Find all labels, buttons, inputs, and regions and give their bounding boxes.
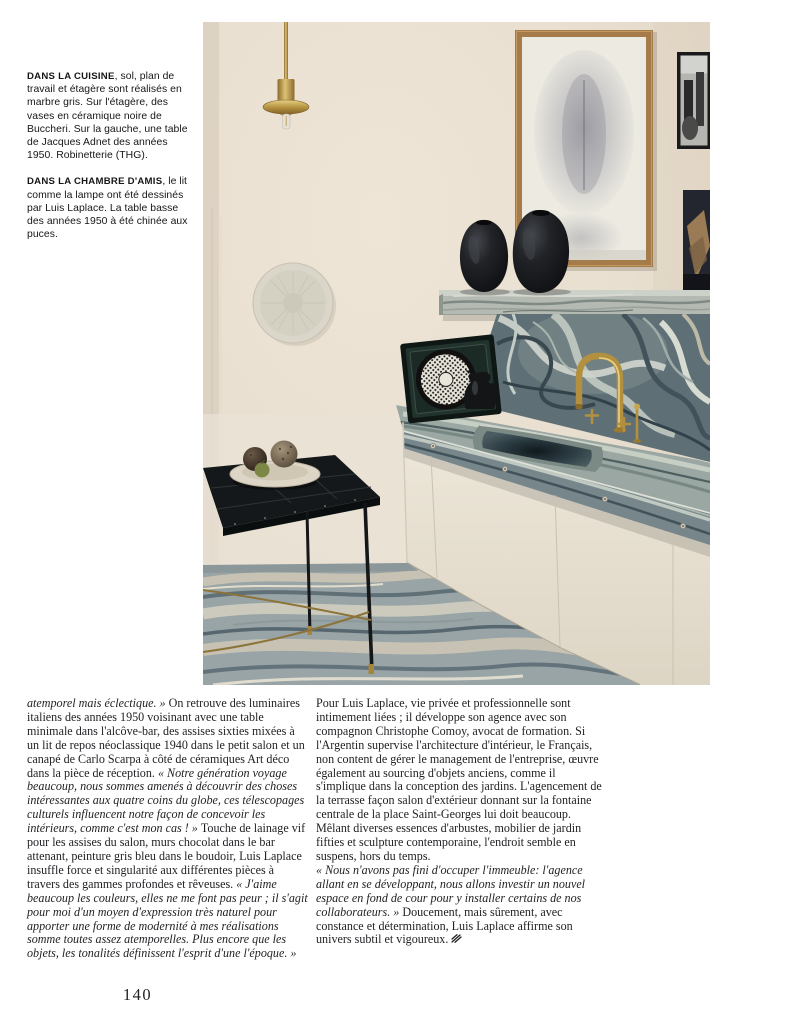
article-text-italic: « Notre génération voyage beaucoup, nous sommes amenés à découvrir des choses intéressantes aux quatre coins du globe, ces télescopages culturels influencent notre façon de concevoir les intérieurs, comme c'est mon cas ! » [27,765,305,836]
article-column-left [27,697,309,961]
article-paragraph: Pour Luis Laplace, vie privée et professionnelle sont intimement liées ; il développe son agence avec son compagnon Christophe Comoy, avocat de formation. Si l'Argentin supervise l'architecture d'intérieur, le Français, non content de gérer le management de l'entreprise, œuvre également au sourcing d'objets anciens, comme il s'implique dans la conception des jardins. L'agencement de la terrasse façon salon d'extérieur donnant sur la fontaine centrale de la place Saint-Georges lui doit beaucoup. Mêlant diverses essences d'arbustes, mobilier de jardin fifties et sculpture contemporaine, l'endroit semble en suspens, hors du temps. [316,696,602,863]
article-text-italic: atemporel mais éclectique. » [27,696,169,710]
article-column-right [316,697,606,947]
photo-captions [27,70,195,254]
article-paragraph [27,697,309,961]
caption-kitchen [27,70,195,162]
bw-photo-frame [677,52,710,149]
article-text: Touche de lainage vif pour les assises du salon, murs chocolat dans le bar attenant, peinture gris bleu dans le boudoir, Luis Laplace insuffle force et singularité aux différentes pièces à travers des gammes profondes et rêveuses. [27,821,306,891]
article-text: On retrouve des luminaires italiens des années 1950 voisinant avec une table minimale dans l'alcôve-bar, des assises sixties mixées à un lit de repos néoclassique 1940 dans le petit salon et un canapé de Carlo Scarpa à côté de céramiques Art déco dans la pièce de réception. [27,696,305,780]
article-paragraph [316,864,606,947]
caption-lead: DANS LA CHAMBRE D'AMIS [27,176,163,188]
caption-lead: DANS LA CUISINE [27,71,115,82]
article-text-italic: « J'aime beaucoup les couleurs, elles ne me font pas peur ; il s'agit pour moi d'un moyen d'expression très naturel pour apporter une forme de modernité à mes réalisations somme toutes assez atemporelles. Plus encore que les objets, les tonalités définissent l'esprit d'une l'époque. » [27,876,308,961]
article-text-italic: « Nous n'avons pas fini d'occuper l'immeuble: l'agence allant en se développant, nous allons investir un nouvel espace en fond de cour pour y installer certains de nos collaborateurs. » [316,862,586,919]
page-number: 140 [122,985,153,1004]
caption-text: , sol, plan de travail et étagère sont réalisés en marbre gris. Sur l'étagère, des vases en céramique noire de Buccheri. Sur la gauche, une table de Jacques Adnet des années 1950. Robinetterie (THG). [27,71,188,162]
dark-artwork [683,190,710,294]
caption-guest-room [27,175,195,241]
article-text: Doucement, mais sûrement, avec constance et détermination, Luis Laplace affirme son univers subtil et vigoureux. [316,904,573,947]
end-of-article-mark [451,934,462,943]
caption-text: , le lit comme la lampe ont été dessinés par Luis Laplace. La table basse des années 1950 à été chinée aux puces. [27,176,188,241]
kitchen-photo [203,22,710,685]
